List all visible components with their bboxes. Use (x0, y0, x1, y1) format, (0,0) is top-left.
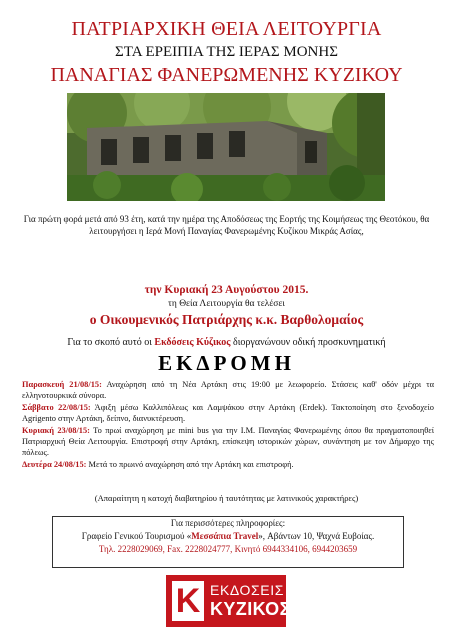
passport-note: (Απαραίτητη η κατοχή διαβατηρίου ή ταυτότητας με λατινικούς χαρακτήρες) (94, 493, 359, 503)
logo-letter: Κ (172, 581, 204, 621)
publisher-logo (166, 575, 291, 627)
excursion-heading: ΕΚΔΡΟΜΗ (158, 351, 295, 375)
title-line-1: ΠΑΤΡΙΑΡΧΙΚΗ ΘΕΙΑ ΛΕΙΤΟΥΡΓΙΑ (71, 18, 382, 40)
liturgy-text: τη Θεία Λειτουργία θα τελέσει (168, 299, 285, 309)
purpose-text (0, 337, 453, 348)
itinerary-text: Αναχώρηση από τη Νέα Αρτάκη στις 19:00 με λεωφορείο. Στάσεις καθ' οδόν μέχρι τα ελληνοτουρκικά σύνορα. (22, 380, 434, 400)
travel-agency: Μεσσάπια Travel (191, 531, 259, 541)
office-line (53, 530, 403, 543)
title-line-2: ΣΤΑ ΕΡΕΙΠΙΑ ΤΗΣ ΙΕΡΑΣ ΜΟΝΗΣ (115, 44, 338, 60)
monastery-ruins-photo (67, 93, 385, 201)
itinerary-day: Δευτέρα 24/08/15: (22, 460, 87, 469)
purpose-after: διοργανώνουν οδική προσκυνηματική (233, 337, 386, 348)
itinerary-item (22, 402, 434, 424)
itinerary-item (22, 459, 434, 470)
contact-phones: Τηλ. 2228029069, Fax. 2228024777, Κινητό 6944334106, 6944203659 (98, 544, 358, 554)
itinerary-text: Το πρωί αναχώρηση με mini bus για την Ι.Μ. Παναγίας Φανερωμένης όπου θα πραγματοποιηθεί Πατριαρχική Θεία Λειτουργία. Επιστροφή στην Αρτάκη, επίσκεψη ιστορικών χώρων, συνάντηση με τον Δήμαρχο της πόλεως. (22, 426, 434, 457)
office-before: Γραφείο Γενικού Τουρισμού « (81, 531, 192, 541)
patriarch-name: ο Οικουμενικός Πατριάρχης κ.κ. Βαρθολομαίος (89, 312, 364, 327)
intro-text: Για πρώτη φορά μετά από 93 έτη, κατά την ημέρα της Αποδόσεως της Εορτής της Κοιμήσεως της Θεοτόκου, θα λειτουργήσει η Ιερά Μονή Παναγίας Φανερωμένης Κυζίκου Μικράς Ασίας, (23, 214, 430, 236)
itinerary-text: Μετά το πρωινό αναχώρηση από την Αρτάκη και επιστροφή. (86, 460, 294, 469)
itinerary-text: Άφιξη μέσω Καλλιπόλεως και Λαμψάκου στην Αρτάκη (Erdek). Τακτοποίηση στο ξενοδοχείο Agrigento στην Αρτάκη, δείπνο, διανυκτέρευση. (22, 403, 434, 423)
itinerary (22, 379, 434, 471)
itinerary-day: Κυριακή 23/08/15: (22, 426, 90, 435)
office-after: », Αβάντων 10, Ψαχνά Ευβοίας. (258, 531, 375, 541)
info-box (52, 516, 404, 568)
title-line-3: ΠΑΝΑΓΙΑΣ ΦΑΝΕΡΩΜΕΝΗΣ ΚΥΖΙΚΟΥ (50, 64, 403, 86)
itinerary-day: Παρασκευή 21/08/15: (22, 380, 102, 389)
event-date: την Κυριακή 23 Αυγούστου 2015. (144, 284, 309, 296)
publisher-name: Εκδόσεις Κύζικος (154, 337, 231, 348)
info-heading: Για περισσότερες πληροφορίες: (170, 518, 286, 528)
logo-word-2: ΚΥΖΙΚΟΣ (210, 599, 291, 619)
itinerary-day: Σάββατο 22/08/15: (22, 403, 91, 412)
itinerary-item (22, 379, 434, 401)
logo-word-1: ΕΚΔΟΣΕΙΣ (210, 582, 284, 598)
itinerary-item (22, 425, 434, 458)
purpose-before: Για το σκοπό αυτό οι (67, 337, 152, 348)
